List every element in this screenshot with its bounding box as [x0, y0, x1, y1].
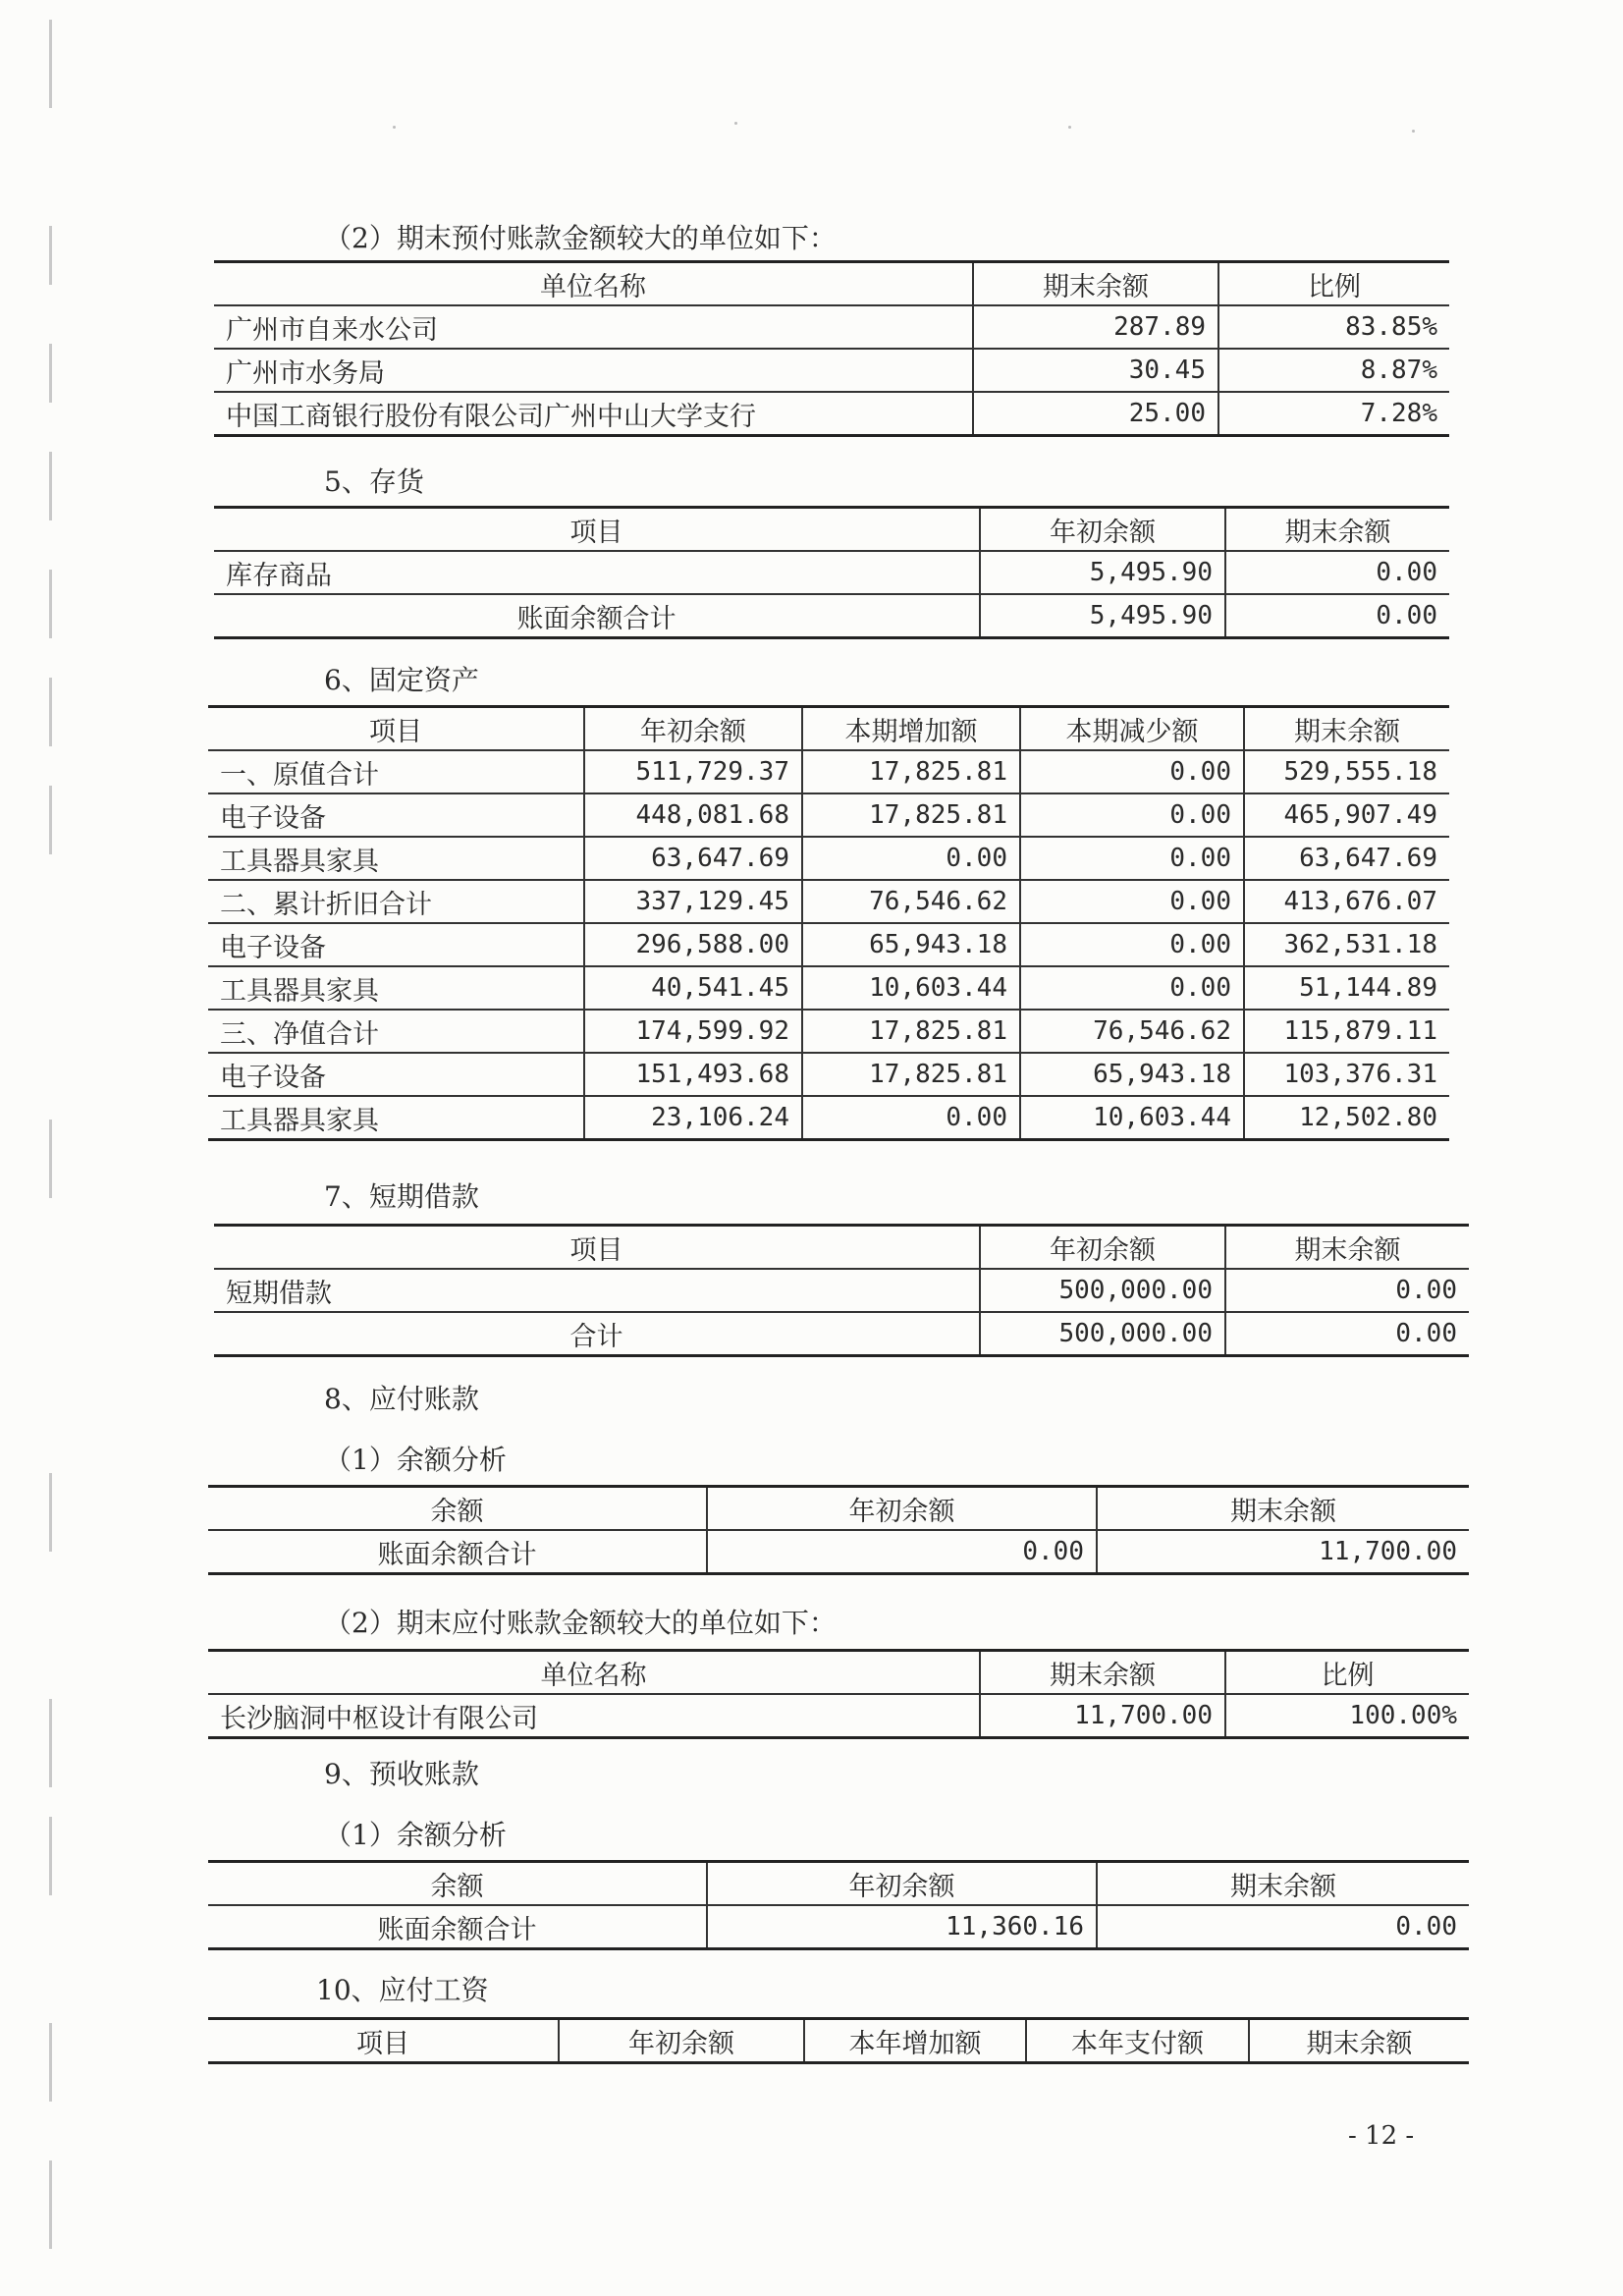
ending-balance: 0.00 — [1225, 1269, 1469, 1312]
fixed-assets-heading: 6、固定资产 — [324, 664, 479, 696]
accounts-payable-units-table — [208, 1649, 1469, 1739]
ending-balance: 465,907.49 — [1244, 793, 1449, 837]
accounts-payable-units-heading: （2）期末应付账款金额较大的单位如下： — [324, 1607, 837, 1639]
binding-edge-mark — [49, 344, 52, 403]
payroll-table — [208, 2017, 1469, 2064]
column-header: 本年支付额 — [1026, 2019, 1249, 2063]
table-header-row — [208, 1487, 1469, 1531]
table-row — [208, 750, 1449, 793]
fixed-assets-table — [208, 705, 1449, 1141]
increase: 65,943.18 — [802, 923, 1020, 966]
binding-edge-mark — [49, 2160, 52, 2249]
column-header: 项目 — [214, 508, 980, 552]
unit-name: 广州市自来水公司 — [214, 305, 973, 349]
table-row — [214, 349, 1449, 392]
column-header: 期末余额 — [1097, 1862, 1469, 1906]
advance-receipts-heading: 9、预收账款 — [324, 1758, 479, 1790]
increase: 10,603.44 — [802, 966, 1020, 1010]
column-header: 项目 — [208, 2019, 559, 2063]
binding-edge-mark — [49, 1120, 52, 1198]
column-header: 余额 — [208, 1862, 707, 1906]
column-header: 期末余额 — [1225, 508, 1449, 552]
column-header: 期末余额 — [1244, 707, 1449, 751]
table-row — [208, 923, 1449, 966]
increase: 0.00 — [802, 1096, 1020, 1140]
ending-balance: 0.00 — [1225, 594, 1449, 638]
column-header: 项目 — [208, 707, 584, 751]
column-header: 年初余额 — [559, 2019, 804, 2063]
column-header: 本年增加额 — [804, 2019, 1026, 2063]
decrease: 0.00 — [1020, 923, 1244, 966]
decrease: 0.00 — [1020, 837, 1244, 880]
item-name: 工具器具家具 — [208, 837, 584, 880]
column-header: 年初余额 — [707, 1862, 1097, 1906]
item-name: 账面余额合计 — [208, 1905, 707, 1949]
ratio: 100.00% — [1225, 1694, 1469, 1738]
opening-balance: 296,588.00 — [584, 923, 802, 966]
prepaid-units-table — [214, 260, 1449, 437]
ending-balance: 30.45 — [973, 349, 1218, 392]
payroll-heading: 10、应付工资 — [316, 1974, 489, 2006]
opening-balance: 500,000.00 — [980, 1269, 1225, 1312]
ending-balance: 12,502.80 — [1244, 1096, 1449, 1140]
ending-balance: 115,879.11 — [1244, 1010, 1449, 1053]
ending-balance: 11,700.00 — [980, 1694, 1225, 1738]
increase: 17,825.81 — [802, 1053, 1020, 1096]
column-header: 期末余额 — [973, 262, 1218, 306]
short-term-loans-heading: 7、短期借款 — [324, 1180, 479, 1213]
column-header: 年初余额 — [707, 1487, 1097, 1531]
item-name: 一、原值合计 — [208, 750, 584, 793]
column-header: 单位名称 — [214, 262, 973, 306]
table-row — [214, 1312, 1469, 1356]
ending-balance: 11,700.00 — [1097, 1530, 1469, 1574]
column-header: 本期增加额 — [802, 707, 1020, 751]
column-header: 比例 — [1225, 1651, 1469, 1695]
item-name: 库存商品 — [214, 551, 980, 594]
increase: 17,825.81 — [802, 1010, 1020, 1053]
binding-edge-mark — [49, 20, 52, 108]
opening-balance: 337,129.45 — [584, 880, 802, 923]
opening-balance: 448,081.68 — [584, 793, 802, 837]
unit-name: 中国工商银行股份有限公司广州中山大学支行 — [214, 392, 973, 436]
table-row — [208, 1694, 1469, 1738]
increase: 0.00 — [802, 837, 1020, 880]
accounts-payable-heading: 8、应付账款 — [324, 1383, 479, 1415]
column-header: 本期减少额 — [1020, 707, 1244, 751]
scan-dot — [393, 126, 396, 129]
table-header-row — [208, 1651, 1469, 1695]
ending-balance: 287.89 — [973, 305, 1218, 349]
ending-balance: 63,647.69 — [1244, 837, 1449, 880]
table-header-row — [214, 508, 1449, 552]
ending-balance: 362,531.18 — [1244, 923, 1449, 966]
ending-balance: 0.00 — [1225, 1312, 1469, 1356]
decrease: 65,943.18 — [1020, 1053, 1244, 1096]
opening-balance: 0.00 — [707, 1530, 1097, 1574]
item-name: 二、累计折旧合计 — [208, 880, 584, 923]
binding-edge-mark — [49, 452, 52, 520]
increase: 17,825.81 — [802, 793, 1020, 837]
item-name: 工具器具家具 — [208, 966, 584, 1010]
inventory-heading: 5、存货 — [324, 465, 424, 498]
opening-balance: 5,495.90 — [980, 594, 1225, 638]
short-term-loans-table — [214, 1224, 1469, 1357]
column-header: 期末余额 — [1097, 1487, 1469, 1531]
column-header: 年初余额 — [980, 1226, 1225, 1270]
opening-balance: 500,000.00 — [980, 1312, 1225, 1356]
item-name: 短期借款 — [214, 1269, 980, 1312]
prepaid-units-heading: （2）期末预付账款金额较大的单位如下： — [324, 222, 837, 254]
binding-edge-mark — [49, 678, 52, 746]
accounts-payable-balance-table — [208, 1485, 1469, 1575]
item-name: 账面余额合计 — [214, 594, 980, 638]
column-header: 期末余额 — [980, 1651, 1225, 1695]
ending-balance: 25.00 — [973, 392, 1218, 436]
ratio: 7.28% — [1218, 392, 1449, 436]
table-row — [214, 392, 1449, 436]
item-name: 工具器具家具 — [208, 1096, 584, 1140]
decrease: 0.00 — [1020, 793, 1244, 837]
table-header-row — [214, 1226, 1469, 1270]
binding-edge-mark — [49, 786, 52, 854]
table-row — [208, 1053, 1449, 1096]
binding-edge-mark — [49, 1473, 52, 1552]
decrease: 0.00 — [1020, 966, 1244, 1010]
table-header-row — [208, 707, 1449, 751]
ratio: 8.87% — [1218, 349, 1449, 392]
table-header-row — [208, 1862, 1469, 1906]
scan-dot — [734, 122, 737, 125]
item-name: 电子设备 — [208, 793, 584, 837]
table-row — [214, 305, 1449, 349]
column-header: 期末余额 — [1249, 2019, 1469, 2063]
decrease: 0.00 — [1020, 750, 1244, 793]
accounts-payable-balance-heading: （1）余额分析 — [324, 1444, 507, 1476]
advance-receipts-balance-table — [208, 1860, 1469, 1950]
table-row — [214, 1269, 1469, 1312]
table-header-row — [214, 262, 1449, 306]
inventory-table — [214, 506, 1449, 639]
decrease: 76,546.62 — [1020, 1010, 1244, 1053]
decrease: 0.00 — [1020, 880, 1244, 923]
opening-balance: 23,106.24 — [584, 1096, 802, 1140]
column-header: 年初余额 — [980, 508, 1225, 552]
column-header: 年初余额 — [584, 707, 802, 751]
table-row — [208, 1530, 1469, 1574]
column-header: 比例 — [1218, 262, 1449, 306]
table-row — [208, 1010, 1449, 1053]
table-row — [214, 551, 1449, 594]
item-name: 电子设备 — [208, 1053, 584, 1096]
column-header: 项目 — [214, 1226, 980, 1270]
item-name: 电子设备 — [208, 923, 584, 966]
unit-name: 广州市水务局 — [214, 349, 973, 392]
binding-edge-mark — [49, 1699, 52, 1787]
unit-name: 长沙脑洞中枢设计有限公司 — [208, 1694, 980, 1738]
table-row — [208, 1905, 1469, 1949]
table-header-row — [208, 2019, 1469, 2063]
opening-balance: 511,729.37 — [584, 750, 802, 793]
ratio: 83.85% — [1218, 305, 1449, 349]
column-header: 期末余额 — [1225, 1226, 1469, 1270]
opening-balance: 151,493.68 — [584, 1053, 802, 1096]
binding-edge-mark — [49, 570, 52, 638]
table-row — [208, 880, 1449, 923]
table-row — [208, 837, 1449, 880]
scan-dot — [1412, 130, 1415, 133]
ending-balance: 51,144.89 — [1244, 966, 1449, 1010]
ending-balance: 413,676.07 — [1244, 880, 1449, 923]
table-row — [208, 793, 1449, 837]
item-name: 合计 — [214, 1312, 980, 1356]
opening-balance: 63,647.69 — [584, 837, 802, 880]
opening-balance: 5,495.90 — [980, 551, 1225, 594]
binding-edge-mark — [49, 226, 52, 285]
column-header: 余额 — [208, 1487, 707, 1531]
advance-receipts-balance-heading: （1）余额分析 — [324, 1819, 507, 1851]
opening-balance: 11,360.16 — [707, 1905, 1097, 1949]
ending-balance: 0.00 — [1097, 1905, 1469, 1949]
increase: 76,546.62 — [802, 880, 1020, 923]
table-row — [214, 594, 1449, 638]
opening-balance: 174,599.92 — [584, 1010, 802, 1053]
binding-edge-mark — [49, 1817, 52, 1895]
table-row — [208, 1096, 1449, 1140]
ending-balance: 103,376.31 — [1244, 1053, 1449, 1096]
increase: 17,825.81 — [802, 750, 1020, 793]
opening-balance: 40,541.45 — [584, 966, 802, 1010]
decrease: 10,603.44 — [1020, 1096, 1244, 1140]
table-row — [208, 966, 1449, 1010]
ending-balance: 0.00 — [1225, 551, 1449, 594]
item-name: 账面余额合计 — [208, 1530, 707, 1574]
binding-edge-mark — [49, 2023, 52, 2102]
item-name: 三、净值合计 — [208, 1010, 584, 1053]
ending-balance: 529,555.18 — [1244, 750, 1449, 793]
column-header: 单位名称 — [208, 1651, 980, 1695]
page-number: - 12 - — [1348, 2121, 1415, 2151]
scan-dot — [1068, 126, 1071, 129]
